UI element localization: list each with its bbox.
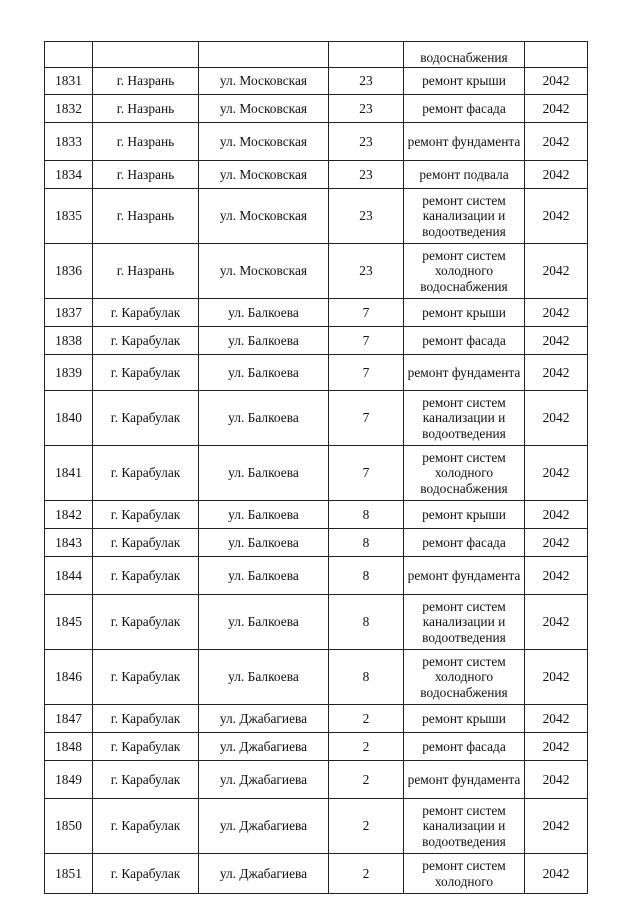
cell-work: ремонт систем канализации и водоотведения bbox=[404, 189, 525, 244]
cell-work: ремонт крыши bbox=[404, 68, 525, 95]
cell-work: ремонт фундамента bbox=[404, 355, 525, 391]
cell-street: ул. Балкоева bbox=[199, 557, 329, 595]
cell-number: 1846 bbox=[45, 650, 93, 705]
cell-street: ул. Джабагиева bbox=[199, 761, 329, 799]
cell-year: 2042 bbox=[525, 68, 588, 95]
cell-year: 2042 bbox=[525, 705, 588, 733]
cell-year: 2042 bbox=[525, 299, 588, 327]
table-row bbox=[45, 705, 588, 733]
repair-schedule-table bbox=[44, 41, 588, 894]
cell-year: 2042 bbox=[525, 189, 588, 244]
table-row bbox=[45, 161, 588, 189]
table-row bbox=[45, 595, 588, 650]
cell-number: 1841 bbox=[45, 446, 93, 501]
cell-work: ремонт систем канализации и водоотведения bbox=[404, 595, 525, 650]
cell-number: 1840 bbox=[45, 391, 93, 446]
cell-number: 1835 bbox=[45, 189, 93, 244]
cell-city: г. Карабулак bbox=[93, 529, 199, 557]
cell-city: г. Карабулак bbox=[93, 595, 199, 650]
cell-house: 8 bbox=[329, 529, 404, 557]
cell-street: ул. Балкоева bbox=[199, 391, 329, 446]
cell-number: 1847 bbox=[45, 705, 93, 733]
cell-work: ремонт систем холодного bbox=[404, 854, 525, 894]
cell-year: 2042 bbox=[525, 355, 588, 391]
cell-number: 1850 bbox=[45, 799, 93, 854]
table-row bbox=[45, 68, 588, 95]
cell-street: ул. Московская bbox=[199, 123, 329, 161]
table-row bbox=[45, 529, 588, 557]
cell-work: ремонт фасада bbox=[404, 327, 525, 355]
cell-work: ремонт крыши bbox=[404, 501, 525, 529]
cell-house: 2 bbox=[329, 854, 404, 894]
cell-city: г. Назрань bbox=[93, 68, 199, 95]
cell-city: г. Карабулак bbox=[93, 733, 199, 761]
cell-city: г. Карабулак bbox=[93, 355, 199, 391]
cell-year: 2042 bbox=[525, 733, 588, 761]
cell-work: ремонт фасада bbox=[404, 95, 525, 123]
cell-work: ремонт фундамента bbox=[404, 557, 525, 595]
cell-street: ул. Джабагиева bbox=[199, 799, 329, 854]
cell-work: ремонт фасада bbox=[404, 733, 525, 761]
cell-work: ремонт систем канализации и водоотведения bbox=[404, 799, 525, 854]
cell-city: г. Карабулак bbox=[93, 705, 199, 733]
cell-year: 2042 bbox=[525, 557, 588, 595]
cell-work: водоснабжения bbox=[404, 42, 525, 68]
cell-number: 1842 bbox=[45, 501, 93, 529]
cell-city: г. Карабулак bbox=[93, 327, 199, 355]
cell-city: г. Карабулак bbox=[93, 799, 199, 854]
cell-year: 2042 bbox=[525, 327, 588, 355]
table-row bbox=[45, 446, 588, 501]
cell-street: ул. Московская bbox=[199, 68, 329, 95]
table-row bbox=[45, 799, 588, 854]
cell-work: ремонт фасада bbox=[404, 529, 525, 557]
cell-street: ул. Балкоева bbox=[199, 501, 329, 529]
cell-city: г. Назрань bbox=[93, 123, 199, 161]
cell-year: 2042 bbox=[525, 799, 588, 854]
cell-number: 1851 bbox=[45, 854, 93, 894]
cell-city: г. Карабулак bbox=[93, 501, 199, 529]
cell-number: 1838 bbox=[45, 327, 93, 355]
cell-year: 2042 bbox=[525, 501, 588, 529]
cell-street: ул. Балкоева bbox=[199, 595, 329, 650]
cell-city: г. Карабулак bbox=[93, 761, 199, 799]
cell-work: ремонт крыши bbox=[404, 299, 525, 327]
cell-street: ул. Балкоева bbox=[199, 327, 329, 355]
cell-city: г. Назрань bbox=[93, 161, 199, 189]
table-row bbox=[45, 123, 588, 161]
cell-house: 7 bbox=[329, 299, 404, 327]
cell-street: ул. Балкоева bbox=[199, 529, 329, 557]
table-row-continued bbox=[45, 42, 588, 68]
cell-work: ремонт крыши bbox=[404, 705, 525, 733]
table-row bbox=[45, 761, 588, 799]
cell-house: 7 bbox=[329, 355, 404, 391]
cell-year: 2042 bbox=[525, 761, 588, 799]
cell-house: 23 bbox=[329, 95, 404, 123]
cell-street: ул. Московская bbox=[199, 95, 329, 123]
cell-house bbox=[329, 42, 404, 68]
cell-house: 23 bbox=[329, 123, 404, 161]
cell-street: ул. Московская bbox=[199, 189, 329, 244]
table-row bbox=[45, 355, 588, 391]
cell-number: 1845 bbox=[45, 595, 93, 650]
cell-year: 2042 bbox=[525, 391, 588, 446]
cell-house: 8 bbox=[329, 557, 404, 595]
cell-city: г. Карабулак bbox=[93, 299, 199, 327]
cell-year: 2042 bbox=[525, 854, 588, 894]
cell-street: ул. Джабагиева bbox=[199, 733, 329, 761]
cell-number: 1834 bbox=[45, 161, 93, 189]
cell-year bbox=[525, 42, 588, 68]
table-row bbox=[45, 501, 588, 529]
cell-street: ул. Балкоева bbox=[199, 355, 329, 391]
cell-city: г. Карабулак bbox=[93, 557, 199, 595]
cell-number: 1833 bbox=[45, 123, 93, 161]
cell-number: 1832 bbox=[45, 95, 93, 123]
cell-house: 2 bbox=[329, 705, 404, 733]
cell-house: 7 bbox=[329, 446, 404, 501]
cell-street: ул. Балкоева bbox=[199, 650, 329, 705]
table-row bbox=[45, 650, 588, 705]
cell-house: 7 bbox=[329, 327, 404, 355]
table-row bbox=[45, 557, 588, 595]
table-row bbox=[45, 244, 588, 299]
table-row bbox=[45, 189, 588, 244]
cell-city: г. Карабулак bbox=[93, 391, 199, 446]
table-row bbox=[45, 95, 588, 123]
cell-year: 2042 bbox=[525, 650, 588, 705]
cell-year: 2042 bbox=[525, 529, 588, 557]
document-page bbox=[44, 41, 587, 894]
cell-year: 2042 bbox=[525, 244, 588, 299]
cell-house: 7 bbox=[329, 391, 404, 446]
cell-city: г. Назрань bbox=[93, 244, 199, 299]
cell-house: 8 bbox=[329, 595, 404, 650]
table-row bbox=[45, 327, 588, 355]
cell-street: ул. Московская bbox=[199, 244, 329, 299]
cell-work: ремонт систем холодного водоснабжения bbox=[404, 446, 525, 501]
cell-city bbox=[93, 42, 199, 68]
cell-house: 2 bbox=[329, 799, 404, 854]
cell-number: 1849 bbox=[45, 761, 93, 799]
cell-number: 1843 bbox=[45, 529, 93, 557]
cell-house: 2 bbox=[329, 761, 404, 799]
cell-work: ремонт фундамента bbox=[404, 761, 525, 799]
cell-street: ул. Джабагиева bbox=[199, 705, 329, 733]
table-row bbox=[45, 854, 588, 894]
cell-work: ремонт подвала bbox=[404, 161, 525, 189]
cell-year: 2042 bbox=[525, 95, 588, 123]
cell-street: ул. Балкоева bbox=[199, 446, 329, 501]
cell-number: 1831 bbox=[45, 68, 93, 95]
cell-street bbox=[199, 42, 329, 68]
cell-street: ул. Балкоева bbox=[199, 299, 329, 327]
table-row bbox=[45, 299, 588, 327]
table-row bbox=[45, 391, 588, 446]
cell-number: 1848 bbox=[45, 733, 93, 761]
table-body bbox=[45, 42, 588, 894]
cell-work: ремонт фундамента bbox=[404, 123, 525, 161]
cell-number: 1844 bbox=[45, 557, 93, 595]
cell-house: 23 bbox=[329, 189, 404, 244]
cell-work: ремонт систем канализации и водоотведения bbox=[404, 391, 525, 446]
cell-work: ремонт систем холодного водоснабжения bbox=[404, 650, 525, 705]
cell-house: 23 bbox=[329, 161, 404, 189]
cell-city: г. Карабулак bbox=[93, 854, 199, 894]
cell-house: 2 bbox=[329, 733, 404, 761]
cell-city: г. Карабулак bbox=[93, 446, 199, 501]
cell-work: ремонт систем холодного водоснабжения bbox=[404, 244, 525, 299]
cell-street: ул. Джабагиева bbox=[199, 854, 329, 894]
table-row bbox=[45, 733, 588, 761]
cell-house: 8 bbox=[329, 650, 404, 705]
cell-city: г. Назрань bbox=[93, 189, 199, 244]
cell-house: 23 bbox=[329, 68, 404, 95]
cell-number: 1837 bbox=[45, 299, 93, 327]
cell-year: 2042 bbox=[525, 595, 588, 650]
cell-street: ул. Московская bbox=[199, 161, 329, 189]
cell-house: 23 bbox=[329, 244, 404, 299]
cell-city: г. Назрань bbox=[93, 95, 199, 123]
cell-year: 2042 bbox=[525, 123, 588, 161]
cell-number: 1839 bbox=[45, 355, 93, 391]
cell-city: г. Карабулак bbox=[93, 650, 199, 705]
cell-house: 8 bbox=[329, 501, 404, 529]
cell-number: 1836 bbox=[45, 244, 93, 299]
cell-year: 2042 bbox=[525, 161, 588, 189]
cell-number bbox=[45, 42, 93, 68]
cell-year: 2042 bbox=[525, 446, 588, 501]
